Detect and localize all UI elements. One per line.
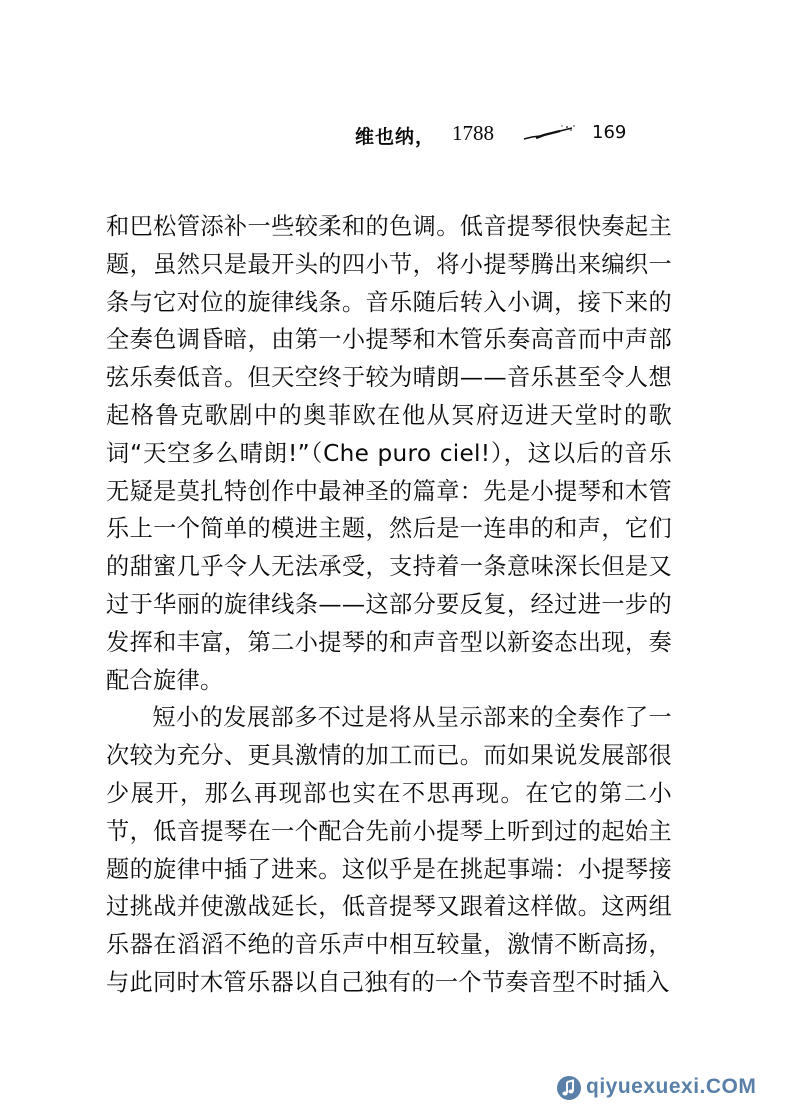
- page-number: 169: [592, 122, 627, 143]
- ornament-flourish: [522, 124, 578, 142]
- music-note-icon: [556, 1075, 582, 1101]
- watermark: [556, 1073, 782, 1103]
- running-title: 维也纳，: [355, 126, 436, 148]
- paragraph-1: 和巴松管添补一些较柔和的色调。低音提琴很快奏起主题，虽然只是最开头的四小节，将小提琴腾出来编织一条与它对位的旋律线条。音乐随后转入小调，接下来的全奏色调昏暗，由第一小提琴和木管乐奏高音而中声部弦乐奏低音。但天空终于较为晴朗——音乐甚至令人想起格鲁克歌剧中的奥菲欧在他从冥府迈进天堂时的歌词“天空多么晴朗!”（Che puro ciel!），这以后的音乐无疑是莫扎特创作中最神圣的篇章：先是小提琴和木管乐上一个简单的模进主题，然后是一连串的和声，它们的甜蜜几乎令人无法承受，支持着一条意味深长但是又过于华丽的旋律线条——这部分要反复，经过进一步的发挥和丰富，第二小提琴的和声音型以新姿态出现，奏配合旋律。: [106, 213, 672, 694]
- body-text: [106, 208, 672, 1002]
- paragraph-2: 短小的发展部多不过是将从呈示部来的全奏作了一次较为充分、更具激情的加工而已。而如果说发展部很少展开，那么再现部也实在不思再现。在它的第二小节，低音提琴在一个配合先前小提琴上听到过的起始主题的旋律中插了进来。这似乎是在挑起事端：小提琴接过挑战并使激战延长，低音提琴又跟着这样做。这两组乐器在滔滔不绝的音乐声中相互较量，激情不断高扬，与此同时木管乐器以自己独有的一个节奏音型不时插入: [106, 704, 672, 996]
- watermark-text: qiyuexuexi.COM: [586, 1075, 757, 1098]
- running-year: 1788: [452, 121, 494, 145]
- running-header: [0, 122, 794, 152]
